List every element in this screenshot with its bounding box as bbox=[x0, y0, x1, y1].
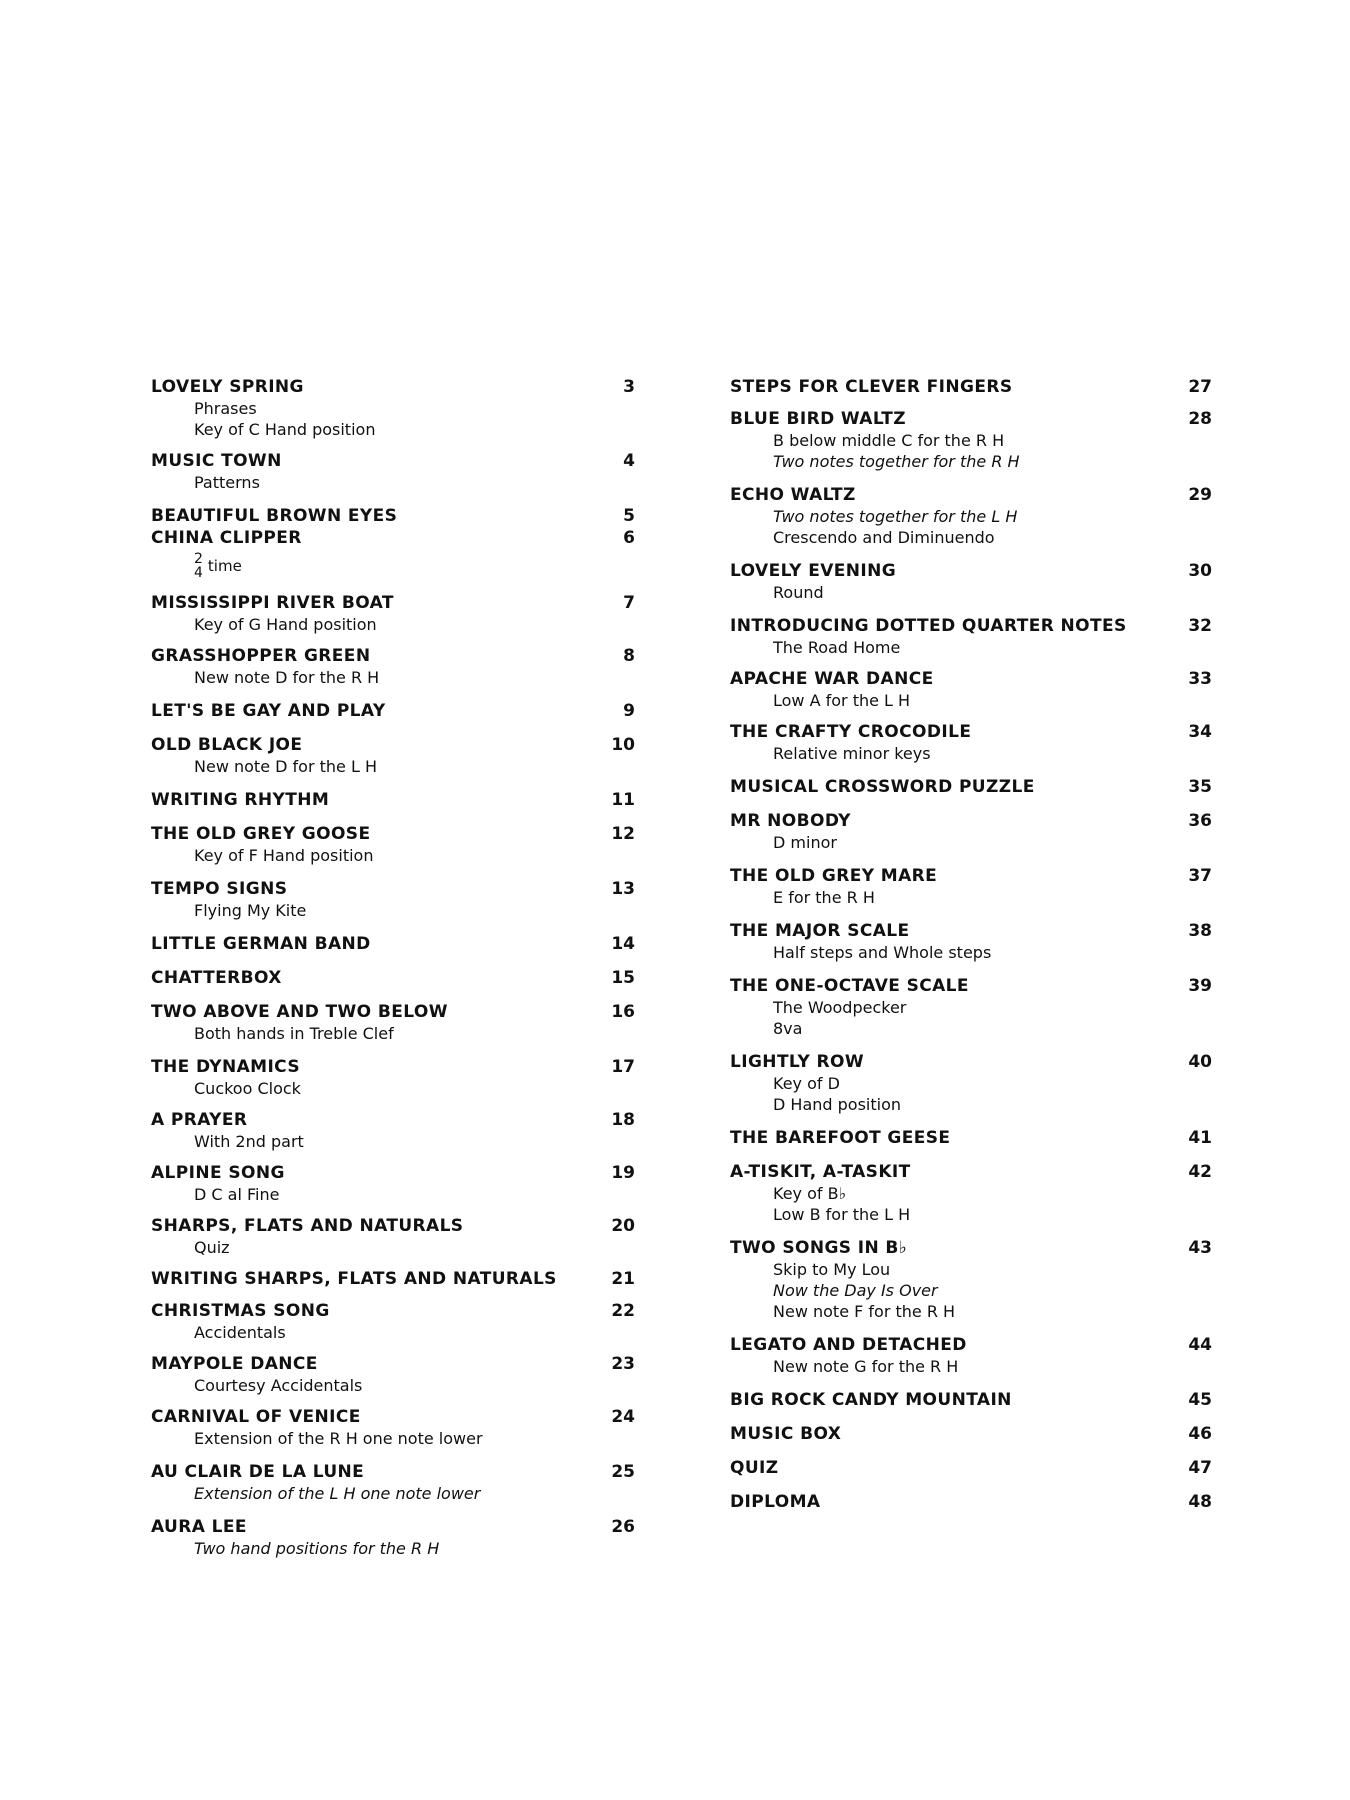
entry-subtitle: D minor bbox=[773, 833, 837, 852]
toc-entry bbox=[151, 1056, 635, 1099]
entry-subtitle: B below middle C for the R H bbox=[773, 431, 1005, 450]
entry-title: BLUE BIRD WALTZ bbox=[730, 409, 907, 429]
time-signature-top: 2 bbox=[194, 551, 203, 567]
entry-title: CARNIVAL OF VENICE bbox=[151, 1407, 361, 1427]
entry-page-number: 6 bbox=[623, 528, 635, 548]
entry-subtitle: D C al Fine bbox=[194, 1185, 280, 1204]
entry-title: MUSICAL CROSSWORD PUZZLE bbox=[730, 777, 1035, 797]
toc-entry bbox=[730, 721, 1212, 764]
entry-page-number: 13 bbox=[611, 879, 635, 899]
entry-title: A-TISKIT, A-TASKIT bbox=[730, 1162, 911, 1182]
toc-entry bbox=[151, 1109, 635, 1152]
toc-entry bbox=[730, 1237, 1212, 1322]
entry-page-number: 25 bbox=[611, 1462, 635, 1482]
toc-entry bbox=[151, 823, 635, 866]
entry-title: THE OLD GREY GOOSE bbox=[151, 824, 371, 844]
entry-title: GRASSHOPPER GREEN bbox=[151, 646, 371, 666]
toc-entry bbox=[151, 1300, 635, 1343]
entry-page-number: 4 bbox=[623, 451, 635, 471]
toc-entry bbox=[730, 776, 1212, 798]
toc-right-column bbox=[730, 376, 1212, 1513]
entry-title: CHRISTMAS SONG bbox=[151, 1301, 330, 1321]
entry-subtitle: Cuckoo Clock bbox=[194, 1079, 301, 1098]
entry-title: MISSISSIPPI RIVER BOAT bbox=[151, 593, 394, 613]
toc-entry bbox=[151, 1215, 635, 1258]
entry-page-number: 11 bbox=[611, 790, 635, 810]
entry-title: MR NOBODY bbox=[730, 811, 851, 831]
entry-subtitle: Extension of the R H one note lower bbox=[194, 1429, 483, 1448]
toc-entry bbox=[730, 1491, 1212, 1513]
entry-title: LITTLE GERMAN BAND bbox=[151, 934, 371, 954]
toc-entry bbox=[730, 1127, 1212, 1149]
entry-title: QUIZ bbox=[730, 1458, 779, 1478]
entry-page-number: 29 bbox=[1188, 485, 1212, 505]
toc-entry bbox=[151, 1353, 635, 1396]
toc-left-column bbox=[151, 376, 635, 1559]
toc-entry bbox=[151, 645, 635, 688]
entry-title: AU CLAIR DE LA LUNE bbox=[151, 1462, 365, 1482]
entry-title: LEGATO AND DETACHED bbox=[730, 1335, 967, 1355]
entry-title: LOVELY EVENING bbox=[730, 561, 897, 581]
entry-subtitle: Flying My Kite bbox=[194, 901, 307, 920]
entry-title: TWO ABOVE AND TWO BELOW bbox=[151, 1002, 448, 1022]
entry-subtitle: Round bbox=[773, 583, 824, 602]
entry-page-number: 15 bbox=[611, 968, 635, 988]
entry-title: LOVELY SPRING bbox=[151, 377, 304, 397]
entry-page-number: 42 bbox=[1188, 1162, 1212, 1182]
entry-title: CHATTERBOX bbox=[151, 968, 282, 988]
entry-title: ECHO WALTZ bbox=[730, 485, 856, 505]
entry-title: STEPS FOR CLEVER FINGERS bbox=[730, 377, 1013, 397]
toc-entry bbox=[730, 1334, 1212, 1377]
toc-entry bbox=[151, 700, 635, 722]
toc-entry bbox=[151, 789, 635, 811]
entry-page-number: 16 bbox=[611, 1002, 635, 1022]
entry-title: APACHE WAR DANCE bbox=[730, 669, 934, 689]
entry-subtitle: Key of B♭ bbox=[773, 1184, 847, 1203]
entry-title: THE ONE-OCTAVE SCALE bbox=[730, 976, 969, 996]
entry-page-number: 12 bbox=[611, 824, 635, 844]
entry-subtitle: E for the R H bbox=[773, 888, 875, 907]
entry-title: TEMPO SIGNS bbox=[151, 879, 288, 899]
toc-entry bbox=[730, 1389, 1212, 1411]
entry-subtitle: Phrases bbox=[194, 399, 257, 418]
entry-page-number: 19 bbox=[611, 1163, 635, 1183]
toc-entry bbox=[151, 450, 635, 493]
entry-title: SHARPS, FLATS AND NATURALS bbox=[151, 1216, 464, 1236]
entry-page-number: 33 bbox=[1188, 669, 1212, 689]
entry-subtitle: Key of C Hand position bbox=[194, 420, 376, 439]
entry-page-number: 20 bbox=[611, 1216, 635, 1236]
entry-title: OLD BLACK JOE bbox=[151, 735, 303, 755]
toc-entry bbox=[730, 376, 1212, 398]
entry-subtitle: Key of F Hand position bbox=[194, 846, 374, 865]
entry-title: LIGHTLY ROW bbox=[730, 1052, 865, 1072]
entry-subtitle: D Hand position bbox=[773, 1095, 901, 1114]
entry-subtitle: The Woodpecker bbox=[773, 998, 907, 1017]
entry-page-number: 24 bbox=[611, 1407, 635, 1427]
entry-subtitle: Both hands in Treble Clef bbox=[194, 1024, 394, 1043]
entry-subtitle: New note D for the R H bbox=[194, 668, 380, 687]
entry-subtitle: The Road Home bbox=[773, 638, 901, 657]
toc-entry bbox=[151, 734, 635, 777]
entry-subtitle: With 2nd part bbox=[194, 1132, 304, 1151]
entry-page-number: 26 bbox=[611, 1517, 635, 1537]
entry-subtitle: New note D for the L H bbox=[194, 757, 377, 776]
toc-entry bbox=[151, 933, 635, 955]
toc-entry bbox=[730, 484, 1212, 548]
entry-page-number: 37 bbox=[1188, 866, 1212, 886]
entry-title: BIG ROCK CANDY MOUNTAIN bbox=[730, 1390, 1012, 1410]
entry-title: TWO SONGS IN B♭ bbox=[730, 1238, 908, 1258]
entry-title: CHINA CLIPPER bbox=[151, 528, 302, 548]
entry-page-number: 10 bbox=[611, 735, 635, 755]
entry-title: THE OLD GREY MARE bbox=[730, 866, 938, 886]
entry-page-number: 36 bbox=[1188, 811, 1212, 831]
entry-subtitle: Two notes together for the R H bbox=[773, 452, 1020, 471]
entry-page-number: 17 bbox=[611, 1057, 635, 1077]
entry-page-number: 48 bbox=[1188, 1492, 1212, 1512]
entry-subtitle: Two notes together for the L H bbox=[773, 507, 1018, 526]
entry-title: A PRAYER bbox=[151, 1110, 248, 1130]
entry-title: ALPINE SONG bbox=[151, 1163, 285, 1183]
toc-entry bbox=[151, 1516, 635, 1559]
entry-page-number: 35 bbox=[1188, 777, 1212, 797]
entry-title: MAYPOLE DANCE bbox=[151, 1354, 318, 1374]
entry-title: THE CRAFTY CROCODILE bbox=[730, 722, 972, 742]
entry-page-number: 47 bbox=[1188, 1458, 1212, 1478]
entry-subtitle: Key of D bbox=[773, 1074, 840, 1093]
entry-title: DIPLOMA bbox=[730, 1492, 821, 1512]
entry-page-number: 46 bbox=[1188, 1424, 1212, 1444]
entry-subtitle: Two hand positions for the R H bbox=[194, 1539, 440, 1558]
entry-title: WRITING SHARPS, FLATS AND NATURALS bbox=[151, 1269, 557, 1289]
entry-subtitle: Low A for the L H bbox=[773, 691, 911, 710]
entry-subtitle: Quiz bbox=[194, 1238, 230, 1257]
toc-entry bbox=[151, 376, 635, 440]
entry-subtitle: Skip to My Lou bbox=[773, 1260, 891, 1279]
entry-title: INTRODUCING DOTTED QUARTER NOTES bbox=[730, 616, 1127, 636]
entry-title: THE MAJOR SCALE bbox=[730, 921, 910, 941]
entry-page-number: 5 bbox=[623, 506, 635, 526]
toc-entry bbox=[730, 1051, 1212, 1115]
entry-page-number: 39 bbox=[1188, 976, 1212, 996]
toc-entry bbox=[730, 1161, 1212, 1225]
entry-page-number: 41 bbox=[1188, 1128, 1212, 1148]
entry-title: WRITING RHYTHM bbox=[151, 790, 330, 810]
entry-page-number: 7 bbox=[623, 593, 635, 613]
toc-entry bbox=[151, 1162, 635, 1205]
entry-title: MUSIC TOWN bbox=[151, 451, 282, 471]
entry-page-number: 38 bbox=[1188, 921, 1212, 941]
toc-entry bbox=[151, 505, 635, 527]
entry-page-number: 30 bbox=[1188, 561, 1212, 581]
entry-page-number: 44 bbox=[1188, 1335, 1212, 1355]
toc-entry bbox=[730, 668, 1212, 711]
entry-title: THE DYNAMICS bbox=[151, 1057, 301, 1077]
entry-subtitle: Relative minor keys bbox=[773, 744, 931, 763]
entry-subtitle: New note F for the R H bbox=[773, 1302, 956, 1321]
entry-subtitle: Courtesy Accidentals bbox=[194, 1376, 363, 1395]
toc-entry bbox=[151, 1001, 635, 1044]
entry-title: AURA LEE bbox=[151, 1517, 247, 1537]
entry-subtitle: New note G for the R H bbox=[773, 1357, 959, 1376]
entry-subtitle: Extension of the L H one note lower bbox=[194, 1484, 481, 1503]
entry-title: BEAUTIFUL BROWN EYES bbox=[151, 506, 398, 526]
toc-entry bbox=[730, 865, 1212, 908]
entry-page-number: 43 bbox=[1188, 1238, 1212, 1258]
entry-page-number: 22 bbox=[611, 1301, 635, 1321]
toc-entry bbox=[730, 408, 1212, 472]
toc-entry bbox=[151, 1406, 635, 1449]
time-signature-line bbox=[151, 549, 635, 580]
time-signature-bottom: 4 bbox=[194, 565, 203, 581]
entry-subtitle: Now the Day Is Over bbox=[773, 1281, 938, 1300]
entry-title: LET'S BE GAY AND PLAY bbox=[151, 701, 386, 721]
entry-page-number: 32 bbox=[1188, 616, 1212, 636]
toc-entry bbox=[730, 1423, 1212, 1445]
entry-subtitle: Key of G Hand position bbox=[194, 615, 377, 634]
toc-entry bbox=[730, 1457, 1212, 1479]
entry-page-number: 18 bbox=[611, 1110, 635, 1130]
entry-page-number: 9 bbox=[623, 701, 635, 721]
toc-entry bbox=[151, 1461, 635, 1504]
entry-page-number: 3 bbox=[623, 377, 635, 397]
entry-subtitle: Accidentals bbox=[194, 1323, 286, 1342]
time-signature-label: time bbox=[207, 556, 242, 575]
entry-page-number: 8 bbox=[623, 646, 635, 666]
entry-page-number: 14 bbox=[611, 934, 635, 954]
entry-page-number: 45 bbox=[1188, 1390, 1212, 1410]
entry-subtitle: Crescendo and Diminuendo bbox=[773, 528, 995, 547]
time-signature bbox=[194, 552, 203, 580]
toc-entry bbox=[151, 1268, 635, 1290]
entry-page-number: 40 bbox=[1188, 1052, 1212, 1072]
toc-entry bbox=[730, 615, 1212, 658]
toc-entry bbox=[730, 810, 1212, 853]
entry-page-number: 21 bbox=[611, 1269, 635, 1289]
entry-title: THE BAREFOOT GEESE bbox=[730, 1128, 951, 1148]
toc-entry bbox=[730, 560, 1212, 603]
entry-subtitle: Low B for the L H bbox=[773, 1205, 911, 1224]
entry-page-number: 27 bbox=[1188, 377, 1212, 397]
entry-page-number: 34 bbox=[1188, 722, 1212, 742]
toc-entry bbox=[151, 592, 635, 635]
entry-page-number: 23 bbox=[611, 1354, 635, 1374]
entry-page-number: 28 bbox=[1188, 409, 1212, 429]
entry-subtitle: 8va bbox=[773, 1019, 803, 1038]
toc-entry bbox=[151, 967, 635, 989]
entry-subtitle: Half steps and Whole steps bbox=[773, 943, 992, 962]
toc-entry bbox=[151, 878, 635, 921]
toc-entry bbox=[730, 920, 1212, 963]
entry-title: MUSIC BOX bbox=[730, 1424, 842, 1444]
toc-entry bbox=[730, 975, 1212, 1039]
entry-subtitle: Patterns bbox=[194, 473, 260, 492]
toc-entry bbox=[151, 527, 635, 580]
